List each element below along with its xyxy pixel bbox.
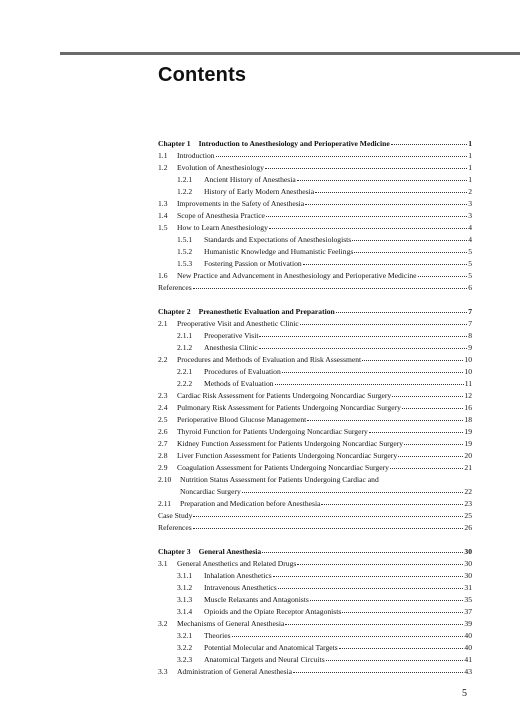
toc-entry-page: 2 (468, 187, 472, 196)
dot-leader (297, 180, 467, 181)
toc-entry-title: How to Learn Anesthesiology (177, 223, 268, 232)
toc-entry-page: 7 (468, 307, 472, 316)
toc-entry-number: 2.2.1 (177, 367, 193, 376)
toc-entry-page: 8 (468, 331, 472, 340)
toc-chapter-entry[interactable] (158, 304, 472, 316)
toc-entry[interactable] (158, 472, 472, 484)
dot-leader (307, 420, 463, 421)
toc-entry[interactable] (158, 148, 472, 160)
dot-leader (336, 312, 467, 313)
table-of-contents (158, 136, 472, 676)
toc-entry[interactable] (158, 244, 472, 256)
toc-entry-number: 3.1.4 (177, 607, 193, 616)
dot-leader (297, 564, 463, 565)
toc-entry-page: 1 (468, 175, 472, 184)
toc-entry-number: 1.3 (158, 199, 168, 208)
dot-leader (303, 264, 468, 265)
toc-entry-page: 30 (464, 559, 472, 568)
toc-entry-page: 37 (464, 607, 472, 616)
dot-leader (352, 240, 467, 241)
toc-entry-number: 3.2.2 (177, 643, 193, 652)
toc-entry-page: 16 (464, 403, 472, 412)
toc-entry-number: 2.3 (158, 391, 168, 400)
toc-entry-title: Improvements in the Safety of Anesthesia (177, 199, 305, 208)
toc-entry-title: New Practice and Advancement in Anesthesiology and Perioperative Medicine (177, 271, 417, 280)
toc-entry-title: Pulmonary Risk Assessment for Patients Undergoing Noncardiac Surgery (177, 403, 401, 412)
dot-leader (285, 624, 463, 625)
toc-entry[interactable] (158, 316, 472, 328)
toc-entry[interactable] (158, 556, 472, 568)
toc-entry-title: Intravenous Anesthetics (204, 583, 277, 592)
toc-entry-title: Mechanisms of General Anesthesia (177, 619, 285, 628)
toc-entry-title: History of Early Modern Anesthesia (204, 187, 315, 196)
toc-entry[interactable] (158, 172, 472, 184)
dot-leader (278, 588, 464, 589)
dot-leader (390, 468, 464, 469)
dot-leader (315, 192, 467, 193)
toc-entry[interactable] (158, 220, 472, 232)
toc-entry-title: Humanistic Knowledge and Humanistic Feelings (204, 247, 354, 256)
toc-chapter-entry[interactable] (158, 544, 472, 556)
dot-leader (402, 408, 463, 409)
toc-entry-number: 1.5.2 (177, 247, 193, 256)
toc-entry[interactable] (158, 496, 472, 508)
dot-leader (273, 576, 464, 577)
toc-entry-title: Administration of General Anesthesia (177, 667, 292, 676)
dot-leader (392, 396, 463, 397)
dot-leader (262, 552, 463, 553)
dot-leader (193, 528, 464, 529)
toc-entry-title: Kidney Function Assessment for Patients Undergoing Noncardiac Surgery (177, 439, 404, 448)
toc-entry-page: 30 (464, 571, 472, 580)
toc-entry-title: Thyroid Function for Patients Undergoing Noncardiac Surgery (177, 427, 368, 436)
toc-entry-title: Preoperative Visit and Anesthetic Clinic (177, 319, 299, 328)
dot-leader (265, 168, 467, 169)
toc-entry[interactable] (158, 400, 472, 412)
toc-entry-title: Standards and Expectations of Anesthesiologists (204, 235, 352, 244)
dot-leader (404, 444, 463, 445)
toc-entry[interactable] (158, 388, 472, 400)
toc-entry-title: Preoperative Visit (204, 331, 259, 340)
toc-entry-title: Liver Function Assessment for Patients Undergoing Noncardiac Surgery (177, 451, 398, 460)
toc-entry-number: 1.5.1 (177, 235, 193, 244)
toc-entry-number: 2.11 (158, 499, 172, 508)
toc-entry-page: 10 (464, 355, 472, 364)
toc-entry-page: 3 (468, 199, 472, 208)
toc-entry-page: 19 (464, 439, 472, 448)
toc-entry-title: Fostering Passion or Motivation (204, 259, 302, 268)
toc-entry-title: Opioids and the Opiate Receptor Antagonists (204, 607, 342, 616)
toc-entry[interactable] (158, 580, 472, 592)
toc-entry-number: 3.2.3 (177, 655, 193, 664)
toc-entry-number: Chapter 2 (158, 307, 191, 316)
toc-entry-title: Potential Molecular and Anatomical Targets (204, 643, 338, 652)
dot-leader (269, 228, 467, 229)
toc-entry[interactable] (158, 424, 472, 436)
toc-entry-number: 1.2.2 (177, 187, 193, 196)
toc-entry-title: Nutrition Status Assessment for Patients Undergoing Cardiac and (180, 475, 379, 484)
toc-entry-title: Preparation and Medication before Anesthesia (180, 499, 321, 508)
toc-entry[interactable] (158, 412, 472, 424)
toc-entry-title: Theories (204, 631, 231, 640)
toc-entry-number: 3.2 (158, 619, 168, 628)
dot-leader (300, 324, 467, 325)
toc-entry-page: 12 (464, 391, 472, 400)
toc-entry[interactable] (158, 640, 472, 652)
toc-entry[interactable] (158, 256, 472, 268)
toc-entry-title: Introduction to Anesthesiology and Perioperative Medicine (198, 139, 390, 148)
toc-entry-number: 3.1.2 (177, 583, 193, 592)
toc-entry-page: 22 (464, 487, 472, 496)
toc-entry-title: Anesthesia Clinic (204, 343, 258, 352)
dot-leader (275, 384, 464, 385)
toc-entry-title: General Anesthetics and Related Drugs (177, 559, 297, 568)
toc-entry-title: Muscle Relaxants and Antagonists (204, 595, 309, 604)
toc-entry-number: 2.1.2 (177, 343, 193, 352)
toc-entry-page: 10 (464, 367, 472, 376)
toc-entry[interactable] (158, 664, 472, 676)
toc-entry[interactable] (158, 340, 472, 352)
toc-entry[interactable] (158, 592, 472, 604)
toc-entry[interactable] (158, 520, 472, 532)
dot-leader (216, 156, 468, 157)
toc-entry-page: 20 (464, 451, 472, 460)
toc-entry-page: 3 (468, 211, 472, 220)
toc-entry-page: 43 (464, 667, 472, 676)
dot-leader (321, 504, 463, 505)
dot-leader (193, 516, 463, 517)
toc-entry-title: Scope of Anesthesia Practice (177, 211, 265, 220)
toc-entry[interactable] (158, 628, 472, 640)
toc-entry-page: 18 (464, 415, 472, 424)
toc-entry-number: 2.7 (158, 439, 168, 448)
toc-entry-page: 1 (468, 151, 472, 160)
dot-leader (232, 636, 464, 637)
dot-leader (326, 660, 464, 661)
toc-entry[interactable] (158, 232, 472, 244)
toc-entry[interactable] (158, 568, 472, 580)
toc-entry-page: 19 (464, 427, 472, 436)
toc-entry-page: 6 (468, 283, 472, 292)
toc-entry-title: Perioperative Blood Glucose Management (177, 415, 307, 424)
toc-entry-number: 1.6 (158, 271, 168, 280)
toc-entry[interactable] (158, 448, 472, 460)
toc-entry-page: 5 (468, 271, 472, 280)
dot-leader (391, 144, 467, 145)
dot-leader (339, 648, 464, 649)
toc-entry-number: 2.2 (158, 355, 168, 364)
toc-entry-page: 5 (468, 259, 472, 268)
toc-entry-page: 25 (464, 511, 472, 520)
toc-entry-number: 1.5.3 (177, 259, 193, 268)
toc-entry-number: Chapter 1 (158, 139, 191, 148)
toc-entry[interactable] (158, 484, 472, 496)
toc-entry[interactable] (158, 652, 472, 664)
toc-entry[interactable] (158, 268, 472, 280)
toc-entry-number: 1.4 (158, 211, 168, 220)
toc-entry-number: 2.1 (158, 319, 168, 328)
toc-entry[interactable] (158, 364, 472, 376)
toc-entry[interactable] (158, 160, 472, 172)
toc-entry[interactable] (158, 508, 472, 520)
toc-entry[interactable] (158, 196, 472, 208)
dot-leader (242, 492, 464, 493)
toc-entry[interactable] (158, 376, 472, 388)
toc-entry-title: Inhalation Anesthetics (204, 571, 272, 580)
toc-entry-title: Anatomical Targets and Neural Circuits (204, 655, 325, 664)
toc-entry-number: 1.2.1 (177, 175, 193, 184)
toc-entry-number: 3.1.3 (177, 595, 193, 604)
dot-leader (259, 336, 467, 337)
toc-entry-page: 35 (464, 595, 472, 604)
toc-entry-number: 2.6 (158, 427, 168, 436)
toc-entry-title: Introduction (177, 151, 215, 160)
toc-entry-page: 9 (468, 343, 472, 352)
dot-leader (259, 348, 467, 349)
toc-entry-number: 3.1.1 (177, 571, 193, 580)
page-title: Contents (158, 64, 247, 86)
toc-entry[interactable] (158, 352, 472, 364)
toc-entry-title: References (158, 283, 192, 292)
toc-chapter-entry[interactable] (158, 136, 472, 148)
dot-leader (354, 252, 467, 253)
dot-leader (342, 612, 463, 613)
toc-entry-page: 39 (464, 619, 472, 628)
toc-entry[interactable] (158, 436, 472, 448)
dot-leader (398, 456, 463, 457)
dot-leader (418, 276, 468, 277)
toc-entry-title: Coagulation Assessment for Patients Undergoing Noncardiac Surgery (177, 463, 389, 472)
toc-entry-number: 2.4 (158, 403, 168, 412)
toc-entry-title: Noncardiac Surgery (180, 487, 241, 496)
toc-entry-page: 7 (468, 319, 472, 328)
toc-entry-number: 1.1 (158, 151, 168, 160)
toc-entry-number: 2.5 (158, 415, 168, 424)
toc-entry-page: 31 (464, 583, 472, 592)
toc-entry[interactable] (158, 184, 472, 196)
toc-entry-title: General Anesthesia (198, 547, 262, 556)
toc-entry-page: 5 (468, 247, 472, 256)
toc-entry-page: 40 (464, 643, 472, 652)
toc-entry-title: Case Study (158, 511, 193, 520)
toc-entry[interactable] (158, 604, 472, 616)
toc-entry-page: 4 (468, 223, 472, 232)
page-number: 5 (462, 688, 467, 699)
toc-entry-number: 2.1.1 (177, 331, 193, 340)
dot-leader (369, 432, 464, 433)
toc-entry[interactable] (158, 208, 472, 220)
toc-entry-title: Procedures and Methods of Evaluation and Risk Assessment (177, 355, 362, 364)
toc-entry[interactable] (158, 460, 472, 472)
toc-entry-number: 2.8 (158, 451, 168, 460)
dot-leader (310, 600, 464, 601)
toc-entry[interactable] (158, 280, 472, 292)
dot-leader (305, 204, 467, 205)
toc-entry-title: Preanesthetic Evaluation and Preparation (198, 307, 335, 316)
toc-entry-page: 30 (464, 547, 472, 556)
toc-entry-page: 21 (464, 463, 472, 472)
dot-leader (362, 360, 463, 361)
toc-entry-number: 2.2.2 (177, 379, 193, 388)
toc-entry-number: 3.2.1 (177, 631, 193, 640)
dot-leader (282, 372, 464, 373)
toc-entry-page: 40 (464, 631, 472, 640)
toc-entry-page: 1 (468, 139, 472, 148)
toc-entry-page: 1 (468, 163, 472, 172)
toc-entry-title: Ancient History of Anesthesia (204, 175, 296, 184)
toc-entry-page: 26 (464, 523, 472, 532)
toc-entry-number: 1.5 (158, 223, 168, 232)
toc-entry-number: 3.3 (158, 667, 168, 676)
toc-entry-number: 3.1 (158, 559, 168, 568)
toc-entry-title: Evolution of Anesthesiology (177, 163, 264, 172)
toc-entry-title: References (158, 523, 192, 532)
dot-leader (266, 216, 467, 217)
toc-entry-number: 1.2 (158, 163, 168, 172)
toc-entry-number: 2.9 (158, 463, 168, 472)
toc-entry-title: Methods of Evaluation (204, 379, 274, 388)
toc-entry-number: Chapter 3 (158, 547, 191, 556)
toc-entry[interactable] (158, 616, 472, 628)
toc-entry-page: 23 (464, 499, 472, 508)
toc-entry-page: 4 (468, 235, 472, 244)
toc-entry-number: 2.10 (158, 475, 172, 484)
toc-entry-title: Procedures of Evaluation (204, 367, 281, 376)
top-rule (60, 52, 520, 55)
toc-entry-page: 11 (464, 379, 472, 388)
toc-entry-title: Cardiac Risk Assessment for Patients Undergoing Noncardiac Surgery (177, 391, 392, 400)
toc-entry[interactable] (158, 328, 472, 340)
toc-entry-page: 41 (464, 655, 472, 664)
dot-leader (293, 672, 463, 673)
dot-leader (193, 288, 467, 289)
